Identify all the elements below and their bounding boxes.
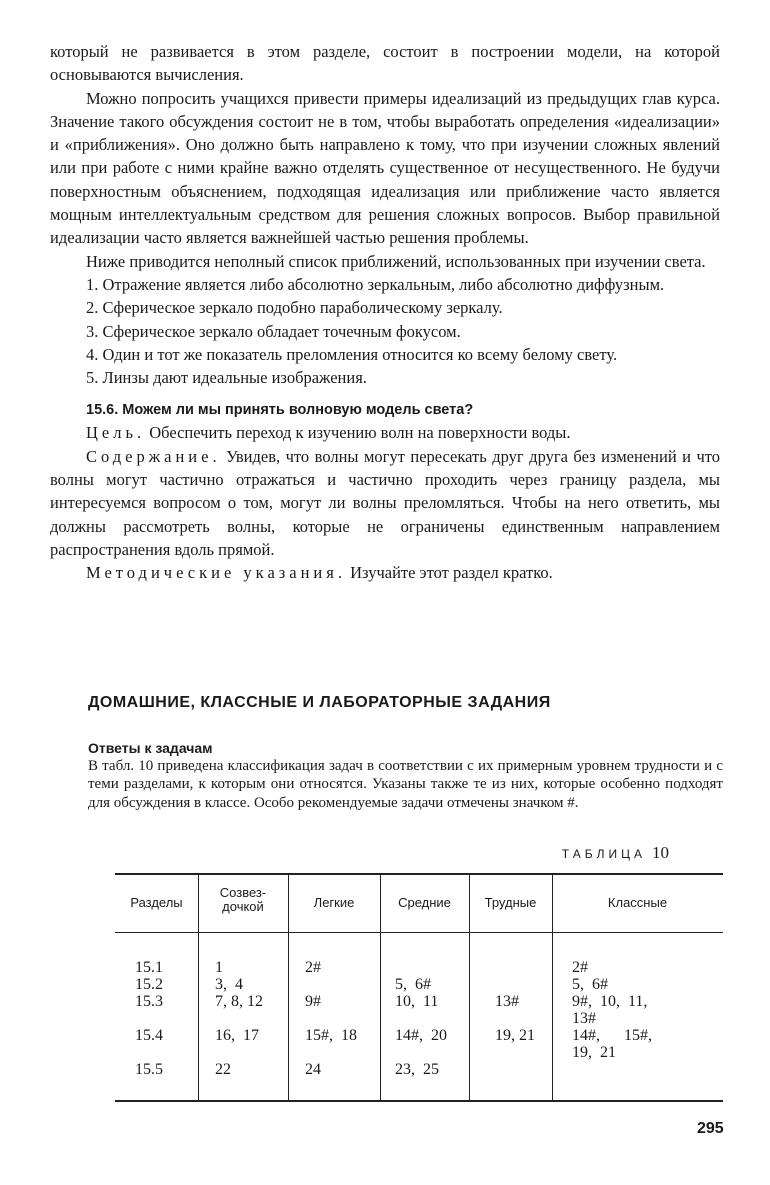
answers-text: В табл. 10 приведена классификация задач в соответствии с их примерным уровнем трудности и с теми разделами, к которым они относятся. Указаны также те из них, которые особенно подходят для обсуждения в классе. Особо рекомендуемые задачи отмечены значком #. [88, 758, 723, 811]
column-easy: 2# 9# 15#, 18 24 [305, 959, 357, 1078]
goal-paragraph [50, 421, 720, 444]
header-star: Созвез- дочкой [219, 885, 267, 914]
answers-heading: Ответы к задачам [88, 740, 213, 756]
goal-label: Цель. [86, 423, 146, 443]
table-caption [562, 843, 669, 863]
content-paragraph [50, 445, 720, 561]
header-easy: Легкие [313, 895, 355, 910]
content-label: Содержание. [86, 446, 221, 466]
page-number: 295 [697, 1120, 724, 1137]
table-bottom-rule [115, 1100, 723, 1102]
paragraph: Можно попросить учащихся привести примеры идеализаций из предыдущих глав курса. Значение такого обсуждения состоит не в том, чтобы выработать определения «идеализации» и «приближения». Оно должно быть направлено к тому, что при изучении сложных явлений или при работе с ними крайне важно отделять существенное от несущественного. Не будучи поверхностным объяснением, подходящая идеализация или приближение часто является мощным интеллектуальным средством для решения сложных вопросов. Выбор правильной идеализации часто является важнейшей частью решения проблемы. [50, 88, 720, 248]
header-classroom: Классные [607, 895, 668, 910]
list-item: 1. Отражение является либо абсолютно зеркальным, либо абсолютно диффузным. [86, 274, 665, 294]
main-text [50, 40, 720, 585]
goal-text: Обеспечить переход к изучению волн на поверхности воды. [145, 423, 571, 443]
section-heading: 15.6. Можем ли мы принять волновую модель света? [86, 402, 474, 419]
paragraph: который не развивается в этом разделе, состоит в построении модели, на которой основываются вычисления. [50, 42, 720, 85]
content-text: Увидев, что волны могут пересекать друг друга без изменений и что волны могут частично отражаться и частично проходить через границу раздела, мы интересуемся вопросом о том, могут ли волны преломляться. Чтобы на него ответить, мы должны рассмотреть волны, которые не ограничены единственным направлением распространения вдоль прямой. [50, 446, 720, 559]
header-medium: Средние [398, 895, 451, 910]
answers-block [88, 739, 723, 812]
table-label: ТАБЛИЦА [561, 847, 646, 861]
table-top-rule [115, 873, 723, 875]
table-header-rule [115, 932, 723, 933]
column-classroom: 2# 5, 6# 9#, 10, 11, 13# 14#, 15#, 19, 21 [572, 959, 652, 1061]
method-paragraph [50, 561, 720, 584]
column-medium: 5, 6# 10, 11 14#, 20 23, 25 [395, 976, 447, 1078]
chapter-heading: ДОМАШНИЕ, КЛАССНЫЕ И ЛАБОРАТОРНЫЕ ЗАДАНИЯ [88, 694, 551, 711]
header-sections: Разделы [130, 895, 183, 910]
column-hard: 13# 19, 21 [495, 993, 535, 1044]
list-item: 4. Один и тот же показатель преломления относится ко всему белому свету. [86, 344, 618, 364]
paragraph: Ниже приводится неполный список приближений, использованных при изучении света. [86, 251, 706, 271]
method-text: Изучайте этот раздел кратко. [345, 563, 553, 583]
table-number: 10 [652, 843, 669, 862]
method-label: Методические указания. [86, 563, 346, 583]
list-item: 3. Сферическое зеркало обладает точечным фокусом. [86, 321, 461, 341]
column-star: 1 3, 4 7, 8, 12 16, 17 22 [215, 959, 263, 1078]
list-item: 2. Сферическое зеркало подобно параболическому зеркалу. [86, 298, 503, 318]
list-item: 5. Линзы дают идеальные изображения. [86, 368, 367, 388]
header-hard: Трудные [484, 895, 537, 910]
column-sections: 15.1 15.2 15.3 15.4 15.5 [135, 959, 163, 1078]
